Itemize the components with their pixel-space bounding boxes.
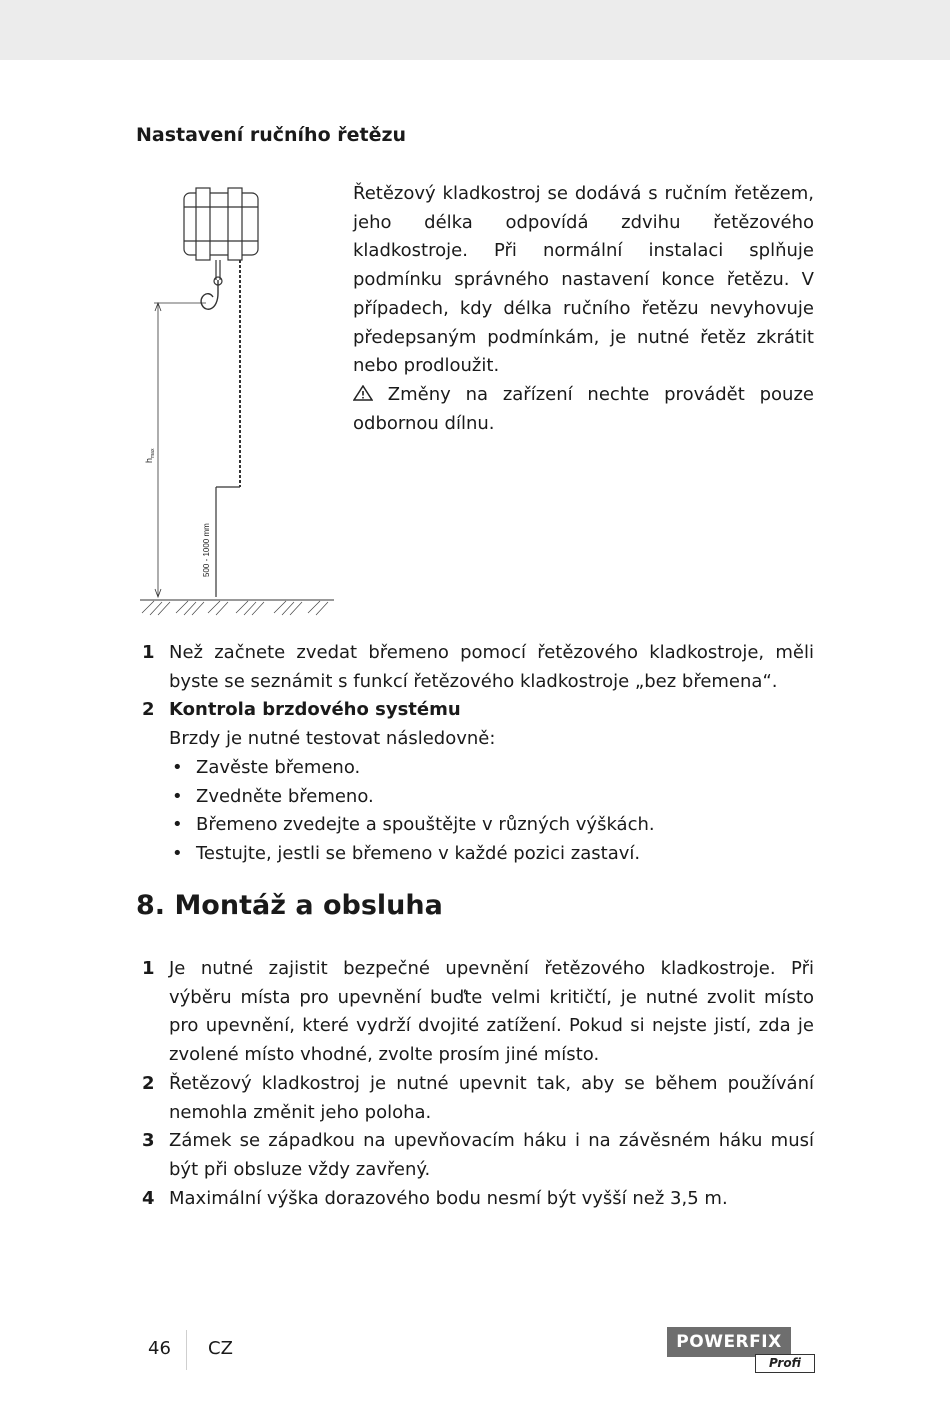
step-title: Kontrola brzdového systému [169,699,461,721]
warning-icon [353,385,373,401]
step-text: Je nutné zajistit bezpečné upevnění řetězového kladkostroje. Při výběru místa pro upevnění buďte velmi kritičtí, je nutné zvolit místo pro upevnění, které vydrží dvojité zatížení. Pokud si nejste jistí, zda je zvolené místo vhodné, zvolte prosím jiné místo. [169,958,814,1066]
step-2 [136,696,814,868]
step-number: 3 [142,1130,155,1152]
logo-wordmark: POWERFIX [667,1327,791,1357]
bullet-list [169,754,814,869]
warning-paragraph [353,381,814,438]
list-item: • Zvedněte břemeno. [172,785,374,807]
step-text: Řetězový kladkostroj je nutné upevnit tak, aby se během používání nemohla změnit jeho poloha. [169,1072,814,1123]
list-item: • Zavěste břemeno. [172,756,361,778]
step-1 [136,955,814,1070]
intro-paragraph: Řetězový kladkostroj se dodává s ručním řetězem, jeho délka odpovídá zdvihu řetězového kladkostroje. Při normální instalaci splňuje podmínku správného nastavení konce řetězu. V případech, kdy délka ručního řetězu nevyhovuje předepsaným podmínkám, je nutné řetěz zkrátit nebo prodloužit. [353,183,814,377]
step-1 [136,639,814,696]
h-max-label: $h_{max}$ [144,448,156,463]
step-4 [136,1185,814,1214]
step-number: 1 [142,642,155,663]
footer-divider [186,1330,187,1370]
step-number: 4 [142,1187,155,1209]
steps-before-section [136,639,814,869]
list-item: • Testujte, jestli se břemeno v každé pozici zastaví. [172,842,641,864]
step-2 [136,1070,814,1127]
step-number: 2 [142,1072,155,1094]
step-number: 2 [142,699,155,721]
step-number: 1 [142,958,155,979]
step-text: Maximální výška dorazového bodu nesmí být vyšší než 3,5 m. [169,1187,728,1209]
intro-text [353,180,814,438]
list-item: • Břemeno zvedejte a spouštějte v různých výškách. [172,814,655,836]
subsection-heading: Nastavení ručního řetězu [136,124,407,146]
top-bar [0,0,950,60]
steps-assembly [136,955,814,1213]
chain-hoist-diagram [136,185,336,630]
language-code: CZ [208,1338,233,1359]
step-text: Než začnete zvedat břemeno pomocí řetězového kladkostroje, měli byste se seznámit s funkcí řetězového kladkostroje „bez břemena“. [169,642,814,692]
warning-text: Změny na zařízení nechte provádět pouze odbornou dílnu. [353,383,814,434]
logo-profi-badge: Profi [755,1354,815,1373]
section-title: 8. Montáž a obsluha [136,890,443,921]
step-text: Brzdy je nutné testovat následovně: [169,728,496,750]
powerfix-logo [667,1327,815,1373]
page-number: 46 [148,1338,171,1359]
range-label: 500 - 1000 mm [202,523,211,577]
step-3 [136,1127,814,1184]
step-text: Zámek se západkou na upevňovacím háku i na závěsném háku musí být při obsluze vždy zavřený. [169,1130,814,1180]
